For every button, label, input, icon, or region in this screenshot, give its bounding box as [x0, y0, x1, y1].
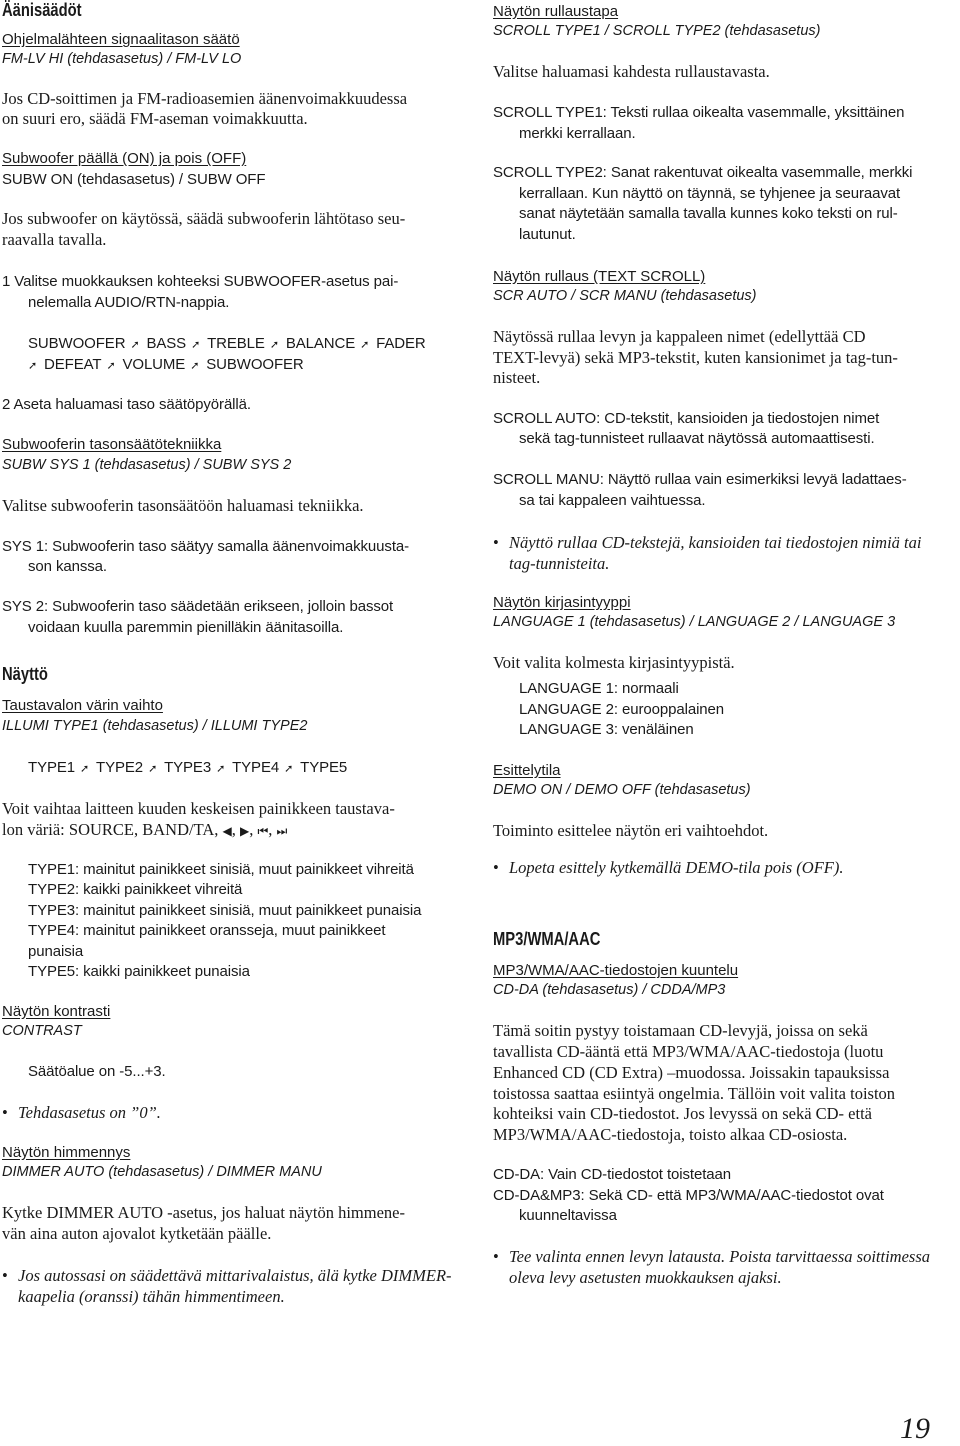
prev-icon: ◀	[222, 824, 232, 838]
technique-sys1-1: SYS 1: Subwooferin taso säätyy samalla äänenvoimakkuusta-	[2, 538, 410, 555]
scrolltype-t1-2: merkki kerrallaan.	[519, 125, 636, 142]
dimmer-options: DIMMER AUTO (tehdasasetus) / DIMMER MANU	[2, 1164, 322, 1180]
section-title-display: Näyttö	[2, 664, 48, 684]
subwoofer-step1-1: 1 Valitse muokkauksen kohteeksi SUBWOOFER-asetus pai-	[2, 273, 399, 290]
dimmer-note-1: • Jos autossasi on säädettävä mittarivalaistus, älä kytke DIMMER-	[18, 1266, 452, 1286]
textscroll-body-1: Näytössä rullaa levyn ja kappaleen nimet (edellyttää CD	[493, 327, 866, 346]
mp3-options: CD-DA (tehdasasetus) / CDDA/MP3	[493, 982, 726, 998]
subwoofer-step1-2: nelemalla AUDIO/RTN-nappia.	[28, 294, 230, 311]
flow-item: SUBWOOFER	[206, 356, 304, 373]
mp3-body-5: kohteiksi vain CD-tiedostot. Jos levyssä on sekä CD- että	[493, 1104, 872, 1123]
mp3-body-4: toistossa saattaa esiintyä ongelmia. Tällöin voit valita toiston	[493, 1084, 896, 1103]
textscroll-manu-2: sa tai kappaleen vaihtuessa.	[519, 492, 706, 509]
arrow-icon: ➚	[80, 763, 90, 775]
scrolltype-t2-2: kerrallaan. Kun näyttö on täynnä, se tyhjenee ja seuraavat	[519, 185, 901, 202]
textscroll-note-2: tag-tunnisteita.	[509, 554, 610, 573]
subwoofer-step2: 2 Aseta haluamasi taso säätöpyörällä.	[2, 396, 251, 413]
subwoofer-flow-1	[28, 335, 426, 352]
arrow-icon: ➚	[191, 339, 201, 351]
subwoofer-body-2: raavalla tavalla.	[2, 230, 107, 249]
technique-body: Valitse subwooferin tasonsäätöön haluamasi tekniikka.	[2, 496, 364, 515]
arrow-icon: ➚	[106, 360, 116, 372]
flow-item: TREBLE	[207, 335, 265, 352]
flow-item: VOLUME	[122, 356, 186, 373]
scrolltype-body: Valitse haluamasi kahdesta rullaustavasta.	[493, 62, 770, 81]
language-item-1: LANGUAGE 1: normaali	[519, 680, 679, 697]
contrast-range: Säätöalue on -5...+3.	[28, 1063, 166, 1080]
scrolltype-t1-1: SCROLL TYPE1: Teksti rullaa oikealta vasemmalle, yksittäinen	[493, 104, 905, 121]
contrast-note: • Tehdasasetus on ”0”.	[18, 1103, 161, 1123]
dimmer-body-1: Kytke DIMMER AUTO -asetus, jos haluat näytön himmene-	[2, 1203, 405, 1222]
skip-forward-icon: ⏭	[276, 824, 288, 838]
language-options: LANGUAGE 1 (tehdasasetus) / LANGUAGE 2 / LANGUAGE 3	[493, 614, 896, 630]
skip-back-icon: ⏮	[257, 824, 269, 838]
language-item-3: LANGUAGE 3: venäläinen	[519, 721, 694, 738]
arrow-icon: ➚	[360, 339, 370, 351]
textscroll-heading: Näytön rullaus (TEXT SCROLL)	[493, 268, 706, 285]
textscroll-body-2: TEXT-levyä) sekä MP3-tekstit, kuten kansionimet ja tag-tun-	[493, 348, 898, 367]
backlight-type4-cont: punaisia	[28, 943, 84, 960]
language-heading: Näytön kirjasintyyppi	[493, 594, 631, 611]
backlight-body-1: Voit vaihtaa laitteen kuuden keskeisen painikkeen taustava-	[2, 799, 395, 818]
signal-heading: Ohjelmalähteen signaalitason säätö	[2, 31, 240, 48]
mp3-note-1: • Tee valinta ennen levyn latausta. Poista tarvittaessa soittimessa	[509, 1247, 930, 1267]
flow-item: TYPE1	[28, 759, 76, 776]
textscroll-options: SCR AUTO / SCR MANU (tehdasasetus)	[493, 288, 757, 304]
demo-heading: Esittelytila	[493, 762, 561, 779]
flow-item: TYPE5	[300, 759, 348, 776]
textscroll-auto-1: SCROLL AUTO: CD-tekstit, kansioiden ja tiedostojen nimet	[493, 410, 880, 427]
arrow-icon: ➚	[216, 763, 226, 775]
backlight-type1: TYPE1: mainitut painikkeet sinisiä, muut painikkeet vihreitä	[28, 861, 414, 878]
arrow-icon: ➚	[190, 360, 200, 372]
backlight-type4: TYPE4: mainitut painikkeet oranssejа, muut painikkeet	[28, 922, 386, 939]
subwoofer-body-1: Jos subwoofer on käytössä, säädä subwooferin lähtötaso seu-	[2, 209, 406, 228]
technique-options: SUBW SYS 1 (tehdasasetus) / SUBW SYS 2	[2, 457, 292, 473]
technique-sys2-1: SYS 2: Subwooferin taso säädetään erikseen, jolloin bassot	[2, 598, 394, 615]
scrolltype-options: SCROLL TYPE1 / SCROLL TYPE2 (tehdasasetus)	[493, 23, 821, 39]
contrast-heading: Näytön kontrasti	[2, 1003, 111, 1020]
flow-item: BALANCE	[285, 335, 356, 352]
scrolltype-heading: Näytön rullaustapa	[493, 3, 619, 20]
mp3-note-2: oleva levy asetusten muokkauksen ajaksi.	[509, 1268, 782, 1287]
textscroll-auto-2: sekä tag-tunnisteet rullaavat näytössä automaattisesti.	[519, 430, 875, 447]
arrow-icon: ➚	[284, 763, 294, 775]
scrolltype-t2-3: sanat näytetään samalla tavalla kunnes koko teksti on rul-	[519, 205, 898, 222]
flow-item: FADER	[376, 335, 426, 352]
dimmer-note-2: kaapelia (oranssi) tähän himmentimeen.	[18, 1287, 285, 1306]
mp3-body-2: tavallista CD-ääntä että MP3/WMA/AAC-tiedostoja (luotu	[493, 1042, 884, 1061]
subwoofer-flow-2	[28, 356, 304, 373]
backlight-body-2-text: lon väriä: SOURCE, BAND/TA,	[2, 820, 219, 839]
scrolltype-t2-4: lautunut.	[519, 226, 576, 243]
language-body: Voit valita kolmesta kirjasintyypistä.	[493, 653, 735, 672]
page-number: 19	[900, 1412, 930, 1445]
mp3-heading: MP3/WMA/AAC-tiedostojen kuuntelu	[493, 962, 739, 979]
flow-item: TYPE3	[164, 759, 212, 776]
section-title-mp3: MP3/WMA/AAC	[493, 929, 601, 949]
demo-note: • Lopeta esittely kytkemällä DEMO-tila pois (OFF).	[509, 858, 844, 878]
dimmer-heading: Näytön himmennys	[2, 1144, 131, 1161]
flow-item: SUBWOOFER	[28, 335, 126, 352]
backlight-type2: TYPE2: kaikki painikkeet vihreitä	[28, 881, 243, 898]
backlight-flow	[28, 759, 347, 776]
contrast-option: CONTRAST	[2, 1023, 82, 1039]
textscroll-note-1: • Näyttö rullaa CD-tekstejä, kansioiden tai tiedostojen nimiä tai	[509, 533, 921, 553]
backlight-type5: TYPE5: kaikki painikkeet punaisia	[28, 963, 250, 980]
textscroll-body-3: nisteet.	[493, 368, 541, 387]
arrow-icon: ➚	[148, 763, 158, 775]
next-icon: ▶	[240, 824, 250, 838]
section-title-audio: Äänisäädöt	[2, 0, 82, 20]
subwoofer-options: SUBW ON (tehdasasetus) / SUBW OFF	[2, 171, 266, 188]
mp3-cddamp3-2: kuunneltavissa	[519, 1207, 617, 1224]
backlight-heading: Taustavalon värin vaihto	[2, 697, 163, 714]
flow-item: DEFEAT	[44, 356, 102, 373]
mp3-body-6: MP3/WMA/AAC-tiedostoja, toisto alkaa CD-osiosta.	[493, 1125, 848, 1144]
technique-sys2-2: voidaan kuulla paremmin pienilläkin äänitasoilla.	[28, 619, 344, 636]
backlight-body-2: lon väriä: SOURCE, BAND/TA, ◀, ▶, ⏮, ⏭	[2, 820, 288, 839]
subwoofer-heading: Subwoofer päällä (ON) ja pois (OFF)	[2, 150, 247, 167]
arrow-icon: ➚	[28, 360, 38, 372]
mp3-cdda: CD-DA: Vain CD-tiedostot toistetaan	[493, 1166, 731, 1183]
signal-options: FM-LV HI (tehdasasetus) / FM-LV LO	[2, 51, 242, 67]
flow-item: BASS	[146, 335, 187, 352]
signal-body-1: Jos CD-soittimen ja FM-radioasemien äänenvoimakkuudessa	[2, 89, 408, 108]
technique-sys1-2: son kanssa.	[28, 558, 107, 575]
mp3-cddamp3-1: CD-DA&MP3: Sekä CD- että MP3/WMA/AAC-tiedostot ovat	[493, 1187, 884, 1204]
language-item-2: LANGUAGE 2: eurooppalainen	[519, 701, 725, 718]
arrow-icon: ➚	[130, 339, 140, 351]
flow-item: TYPE4	[232, 759, 280, 776]
demo-options: DEMO ON / DEMO OFF (tehdasasetus)	[493, 782, 751, 798]
mp3-body-3: Enhanced CD (CD Extra) –muodossa. Joissakin tapauksissa	[493, 1063, 890, 1082]
flow-item: TYPE2	[96, 759, 144, 776]
textscroll-manu-1: SCROLL MANU: Näyttö rullaa vain esimerkiksi levyä ladattaes-	[493, 471, 907, 488]
backlight-options: ILLUMI TYPE1 (tehdasasetus) / ILLUMI TYPE2	[2, 718, 308, 734]
mp3-body-1: Tämä soitin pystyy toistamaan CD-levyjä, joissa on sekä	[493, 1021, 868, 1040]
dimmer-body-2: vän aina auton ajovalot kytketään päälle.	[2, 1224, 272, 1243]
technique-heading: Subwooferin tasonsäätötekniikka	[2, 436, 222, 453]
backlight-type3: TYPE3: mainitut painikkeet sinisiä, muut painikkeet punaisia	[28, 902, 422, 919]
scrolltype-t2-1: SCROLL TYPE2: Sanat rakentuvat oikealta vasemmalle, merkki	[493, 164, 913, 181]
signal-body-2: on suuri ero, säädä FM-aseman voimakkuutta.	[2, 109, 308, 128]
demo-body: Toiminto esittelee näytön eri vaihtoehdot.	[493, 821, 769, 840]
arrow-icon: ➚	[269, 339, 279, 351]
